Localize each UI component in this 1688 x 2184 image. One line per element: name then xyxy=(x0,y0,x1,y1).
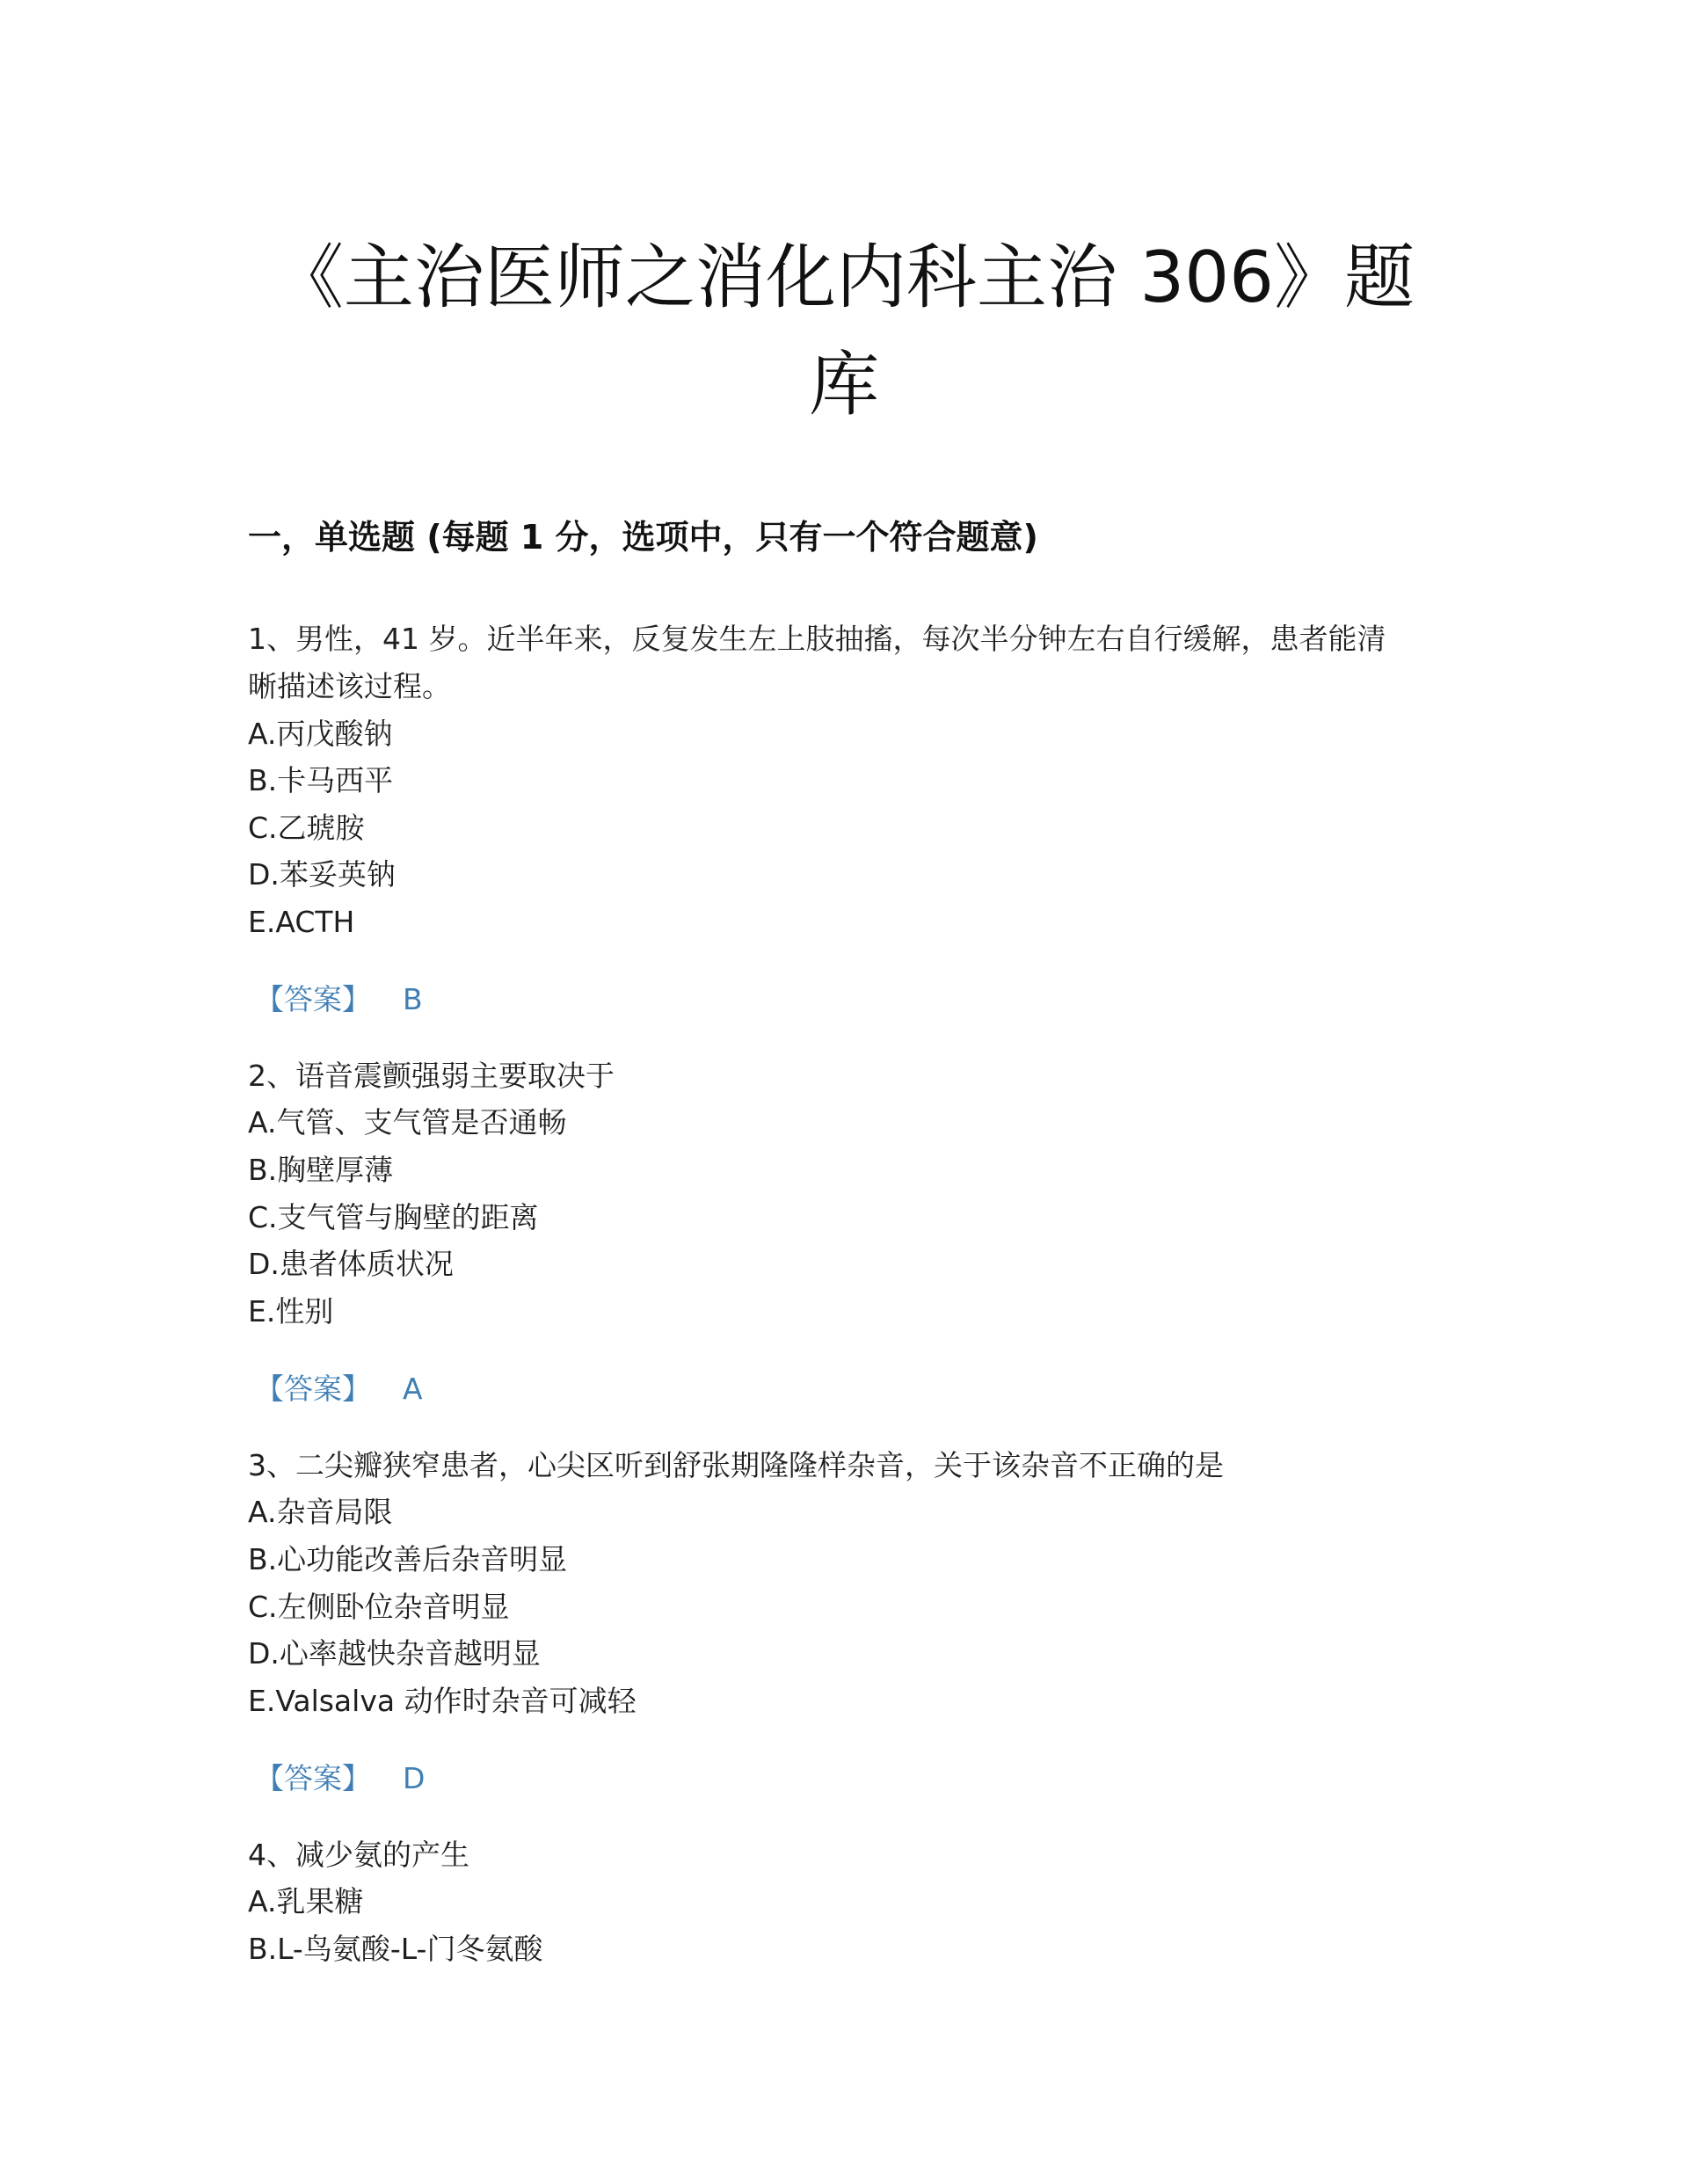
option-b: B.卡马西平 xyxy=(248,763,394,797)
question-stem: 4、减少氨的产生 xyxy=(248,1838,469,1872)
option-b: B.胸壁厚薄 xyxy=(248,1153,394,1187)
document-title xyxy=(246,224,1442,439)
question-stem: 1、男性，41 岁。近半年来，反复发生左上肢抽搐，每次半分钟左右自行缓解，患者能清 xyxy=(248,622,1386,656)
answer-value: B xyxy=(403,982,423,1016)
option-b: B.心功能改善后杂音明显 xyxy=(248,1542,568,1576)
answer-line xyxy=(255,981,423,1018)
section-heading: 一，单选题 (每题 1 分，选项中，只有一个符合题意) xyxy=(248,518,1038,557)
answer-label: 【答案】 xyxy=(255,1761,371,1795)
question-stem: 3、二尖瓣狭窄患者，心尖区听到舒张期隆隆样杂音，关于该杂音不正确的是 xyxy=(248,1448,1224,1482)
option-d: D.苯妥英钠 xyxy=(248,857,396,892)
option-d: D.患者体质状况 xyxy=(248,1247,454,1281)
title-line-2: 库 xyxy=(809,344,879,426)
question-stem: 2、语音震颤强弱主要取决于 xyxy=(248,1059,615,1093)
option-d: D.心率越快杂音越明显 xyxy=(248,1636,541,1671)
option-a: A.气管、支气管是否通畅 xyxy=(248,1105,567,1139)
option-e: E.Valsalva 动作时杂音可减轻 xyxy=(248,1684,637,1718)
option-a: A.杂音局限 xyxy=(248,1495,393,1529)
answer-line xyxy=(255,1760,425,1797)
question-stem-continued: 晰描述该过程。 xyxy=(248,669,451,703)
option-c: C.左侧卧位杂音明显 xyxy=(248,1590,510,1624)
option-b: B.L-鸟氨酸-L-门冬氨酸 xyxy=(248,1932,543,1966)
answer-label: 【答案】 xyxy=(255,982,371,1016)
title-line-1: 《主治医师之消化内科主治 306》题 xyxy=(273,237,1415,318)
option-e: E.性别 xyxy=(248,1294,334,1329)
option-e: E.ACTH xyxy=(248,905,355,939)
option-a: A.乳果糖 xyxy=(248,1884,364,1918)
option-c: C.乙琥胺 xyxy=(248,811,365,845)
answer-label: 【答案】 xyxy=(255,1372,371,1406)
answer-value: D xyxy=(403,1761,426,1795)
answer-line xyxy=(255,1371,423,1408)
option-a: A.丙戊酸钠 xyxy=(248,717,393,751)
option-c: C.支气管与胸壁的距离 xyxy=(248,1200,539,1234)
answer-value: A xyxy=(403,1372,423,1406)
